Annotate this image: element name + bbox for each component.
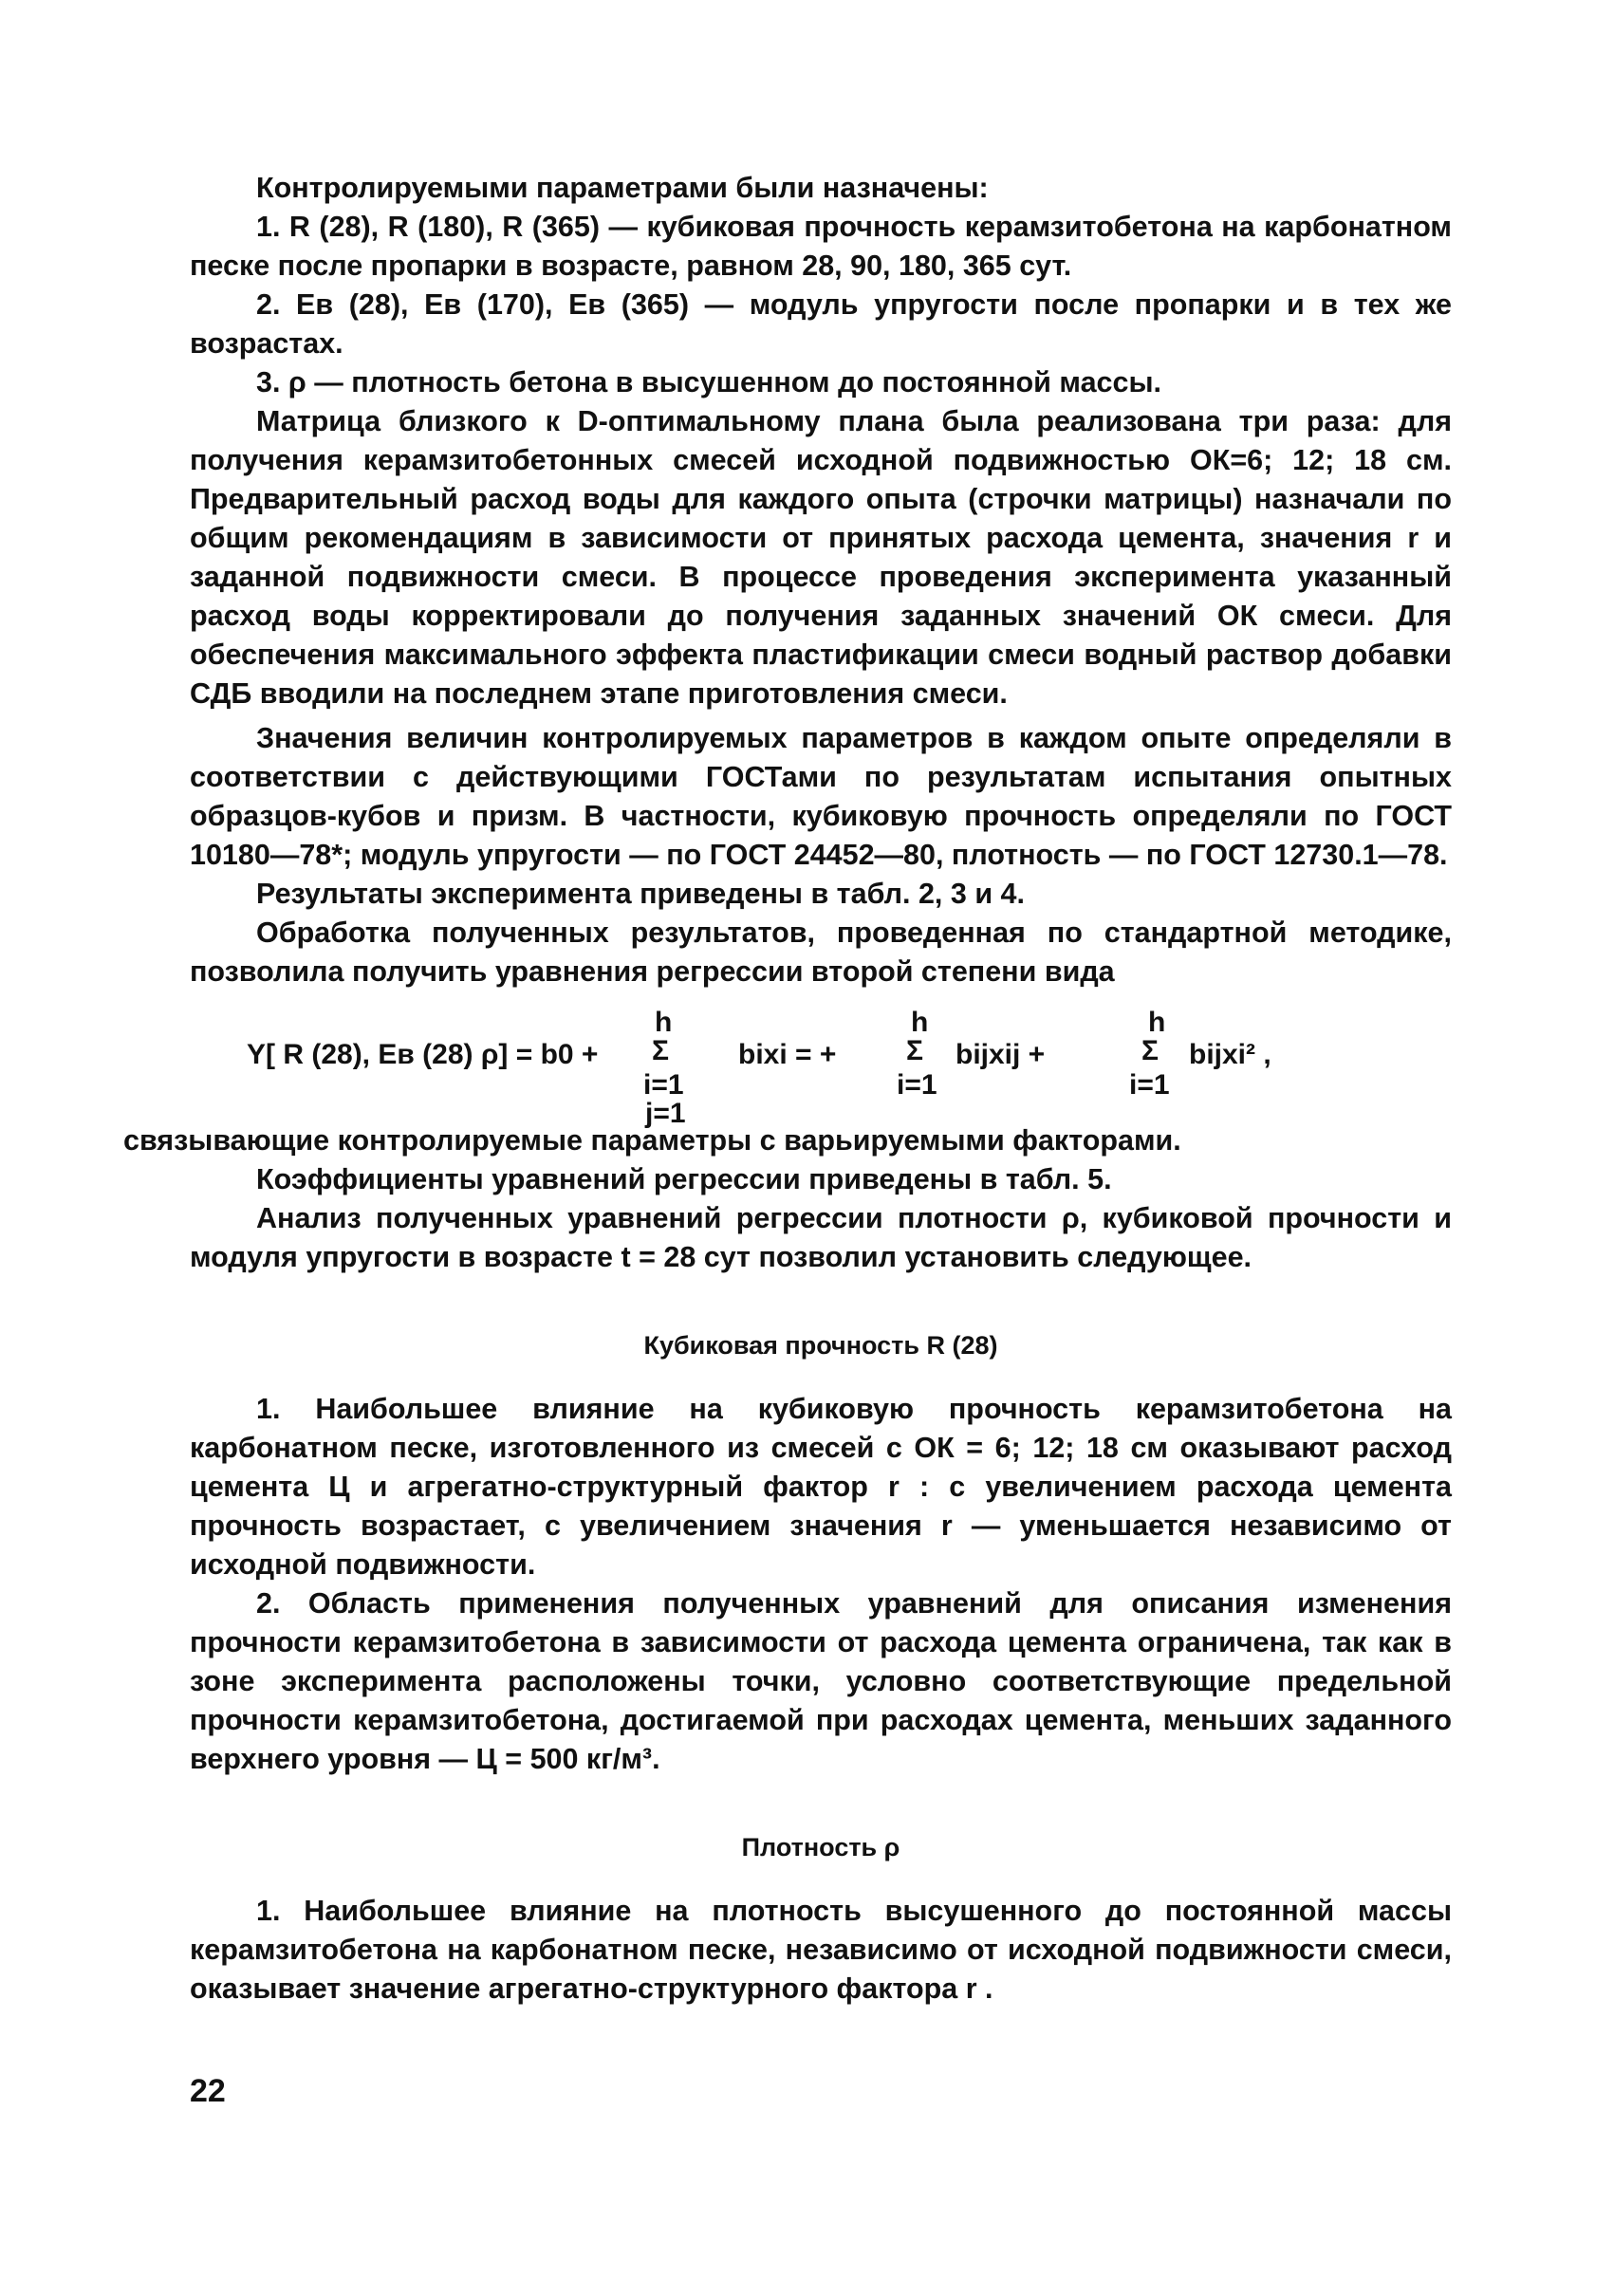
formula-term-3: bijxi² , [1189,1039,1271,1070]
formula-term-1: bixi = + [738,1039,837,1070]
formula-explanation: связывающие контролируемые параметры с варьируемыми факторами. [123,1124,1181,1157]
param-item-1: 1. R (28), R (180), R (365) — кубиковая прочность керамзитобетона на карбонатном песке после пропарки в возрасте, равном 28, 90, 180, 365 сут. [190,211,1452,282]
params-intro: Контролируемыми параметрами были назначены: [256,172,989,204]
formula-h-2: h [911,1007,929,1038]
formula-limit-i-1: i=1 [643,1069,684,1101]
formula-limit-i-3: i=1 [1129,1069,1170,1101]
formula-sigma-3: Σ [1141,1035,1159,1066]
processing-paragraph: Обработка полученных результатов, проведенная по стандартной методике, позволила получить уравнения регрессии второй степени вида [190,917,1452,988]
strength-item-2: 2. Область применения полученных уравнений для описания изменения прочности керамзитобетона в зависимости от расхода цемента ограничена, так как в зоне эксперимента расположены точки, условно соответствующие предельной прочности керамзитобетона, достигаемой при расходах цемента, меньших заданного верхнего уровня — Ц = 500 кг/м³. [190,1587,1452,1775]
analysis-paragraph: Анализ полученных уравнений регрессии плотности ρ, кубиковой прочности и модуля упругости в возрасте t = 28 сут позволил установить следующее. [190,1202,1452,1273]
formula-limit-i-2: i=1 [897,1069,937,1101]
coefficients-paragraph: Коэффициенты уравнений регрессии приведены в табл. 5. [256,1163,1112,1195]
results-paragraph: Результаты эксперимента приведены в табл. 2, 3 и 4. [256,878,1025,910]
formula-sigma-1: Σ [652,1035,670,1066]
param-item-3: 3. ρ — плотность бетона в высушенном до постоянной массы. [256,366,1161,398]
param-item-2: 2. Eв (28), Eв (170), Eв (365) — модуль упругости после пропарки и в тех же возрастах. [190,288,1452,360]
page-number: 22 [190,2073,226,2109]
matrix-paragraph: Матрица близкого к D-оптимальному плана была реализована три раза: для получения керамзитобетонных смесей исходной подвижностью ОК=6; 12; 18 см. Предварительный расход воды для каждого опыта (строчки матрицы) назначали по общим рекомендациям в зависимости от принятых расхода цемента, значения r и заданной подвижности смеси. В процессе проведения эксперимента указанный расход воды корректировали до получения заданных значений ОК смеси. Для обеспечения максимального эффекта пластификации смеси водный раствор добавки СДБ вводили на последнем этапе приготовления смеси. [190,405,1452,710]
density-item-1: 1. Наибольшее влияние на плотность высушенного до постоянной массы керамзитобетона на карбонатном песке, независимо от исходной подвижности смеси, оказывает значение агрегатно-структурного фактора r . [190,1895,1452,2005]
formula-h-1: h [655,1007,673,1038]
main-text [123,169,1452,2009]
formula-term-2: bijxij + [955,1039,1046,1070]
regression-formula [190,1003,1452,1129]
values-paragraph: Значения величин контролируемых параметров в каждом опыте определяли в соответствии с действующими ГОСТами по результатам испытания опытных образцов-кубов и призм. В частности, кубиковую прочность определяли по ГОСТ 10180—78*; модуль упругости — по ГОСТ 24452—80, плотность — по ГОСТ 12730.1—78. [190,722,1452,871]
formula-limit-j: j=1 [645,1098,686,1129]
formula-lhs: Y[ R (28), Eв (28) ρ] = b0 + [247,1039,599,1070]
section-title-density: Плотность ρ [741,1833,900,1861]
formula-h-3: h [1148,1007,1166,1038]
strength-item-1: 1. Наибольшее влияние на кубиковую прочность керамзитобетона на карбонатном песке, изготовленного из смесей с ОК = 6; 12; 18 см оказывают расход цемента Ц и агрегатно-структурный фактор r : с увеличением расхода цемента прочность возрастает, с увеличением значения r — уменьшается независимо от исходной подвижности. [190,1393,1452,1581]
section-title-strength: Кубиковая прочность R (28) [643,1331,998,1360]
formula-sigma-2: Σ [906,1035,924,1066]
